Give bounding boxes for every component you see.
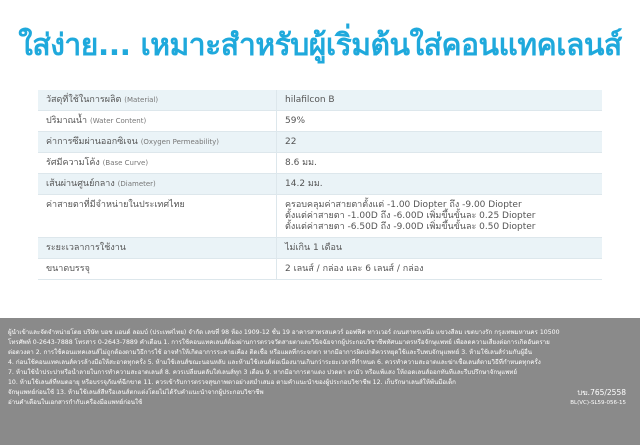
spec-label	[38, 174, 277, 195]
spec-value-line: 14.2 มม.	[285, 179, 323, 189]
disclaimer-footer	[0, 318, 640, 445]
spec-label-thai: ขนาดบรรจุ	[46, 264, 90, 274]
approval-number	[570, 388, 626, 408]
spec-label	[38, 238, 277, 259]
disclaimer-line: ต่อดวงตา 2. การใช้คอนแทคเลนส์ไม่ถูกต้องตามวิธีการใช้ อาจทำให้เกิดอาการระคายเคือง ติดเชื้อ หรือแผลที่กระจกตา หากมีอาการผิดปกติควรหยุดใช้และรีบพบจักษุแพทย์ 3. ห้ามใช้เลนส์ร่วมกับผู้อื่น	[8, 349, 532, 356]
spec-value	[277, 132, 603, 153]
spec-value	[277, 111, 603, 132]
spec-row	[38, 238, 602, 259]
spec-value	[277, 238, 603, 259]
spec-label-thai: ค่าสายตาที่มีจำหน่ายในประเทศไทย	[46, 200, 185, 210]
spec-label-thai: ระยะเวลาการใช้งาน	[46, 243, 126, 253]
spec-label	[38, 111, 277, 132]
spec-row	[38, 132, 602, 153]
disclaimer-line: ผู้นำเข้าและจัดจำหน่ายโดย บริษัท บอช แอนด์ ลอมบ์ (ประเทศไทย) จำกัด เลขที่ 98 ห้อง 1909-12 ชั้น 19 อาคารสาทรสแควร์ ออฟฟิศ ทาวเวอร์ ถนนสาทรเหนือ แขวงสีลม เขตบางรัก กรุงเทพมหานคร 10500	[8, 329, 560, 336]
spec-row	[38, 259, 602, 280]
spec-label-english: (Diameter)	[117, 180, 156, 188]
disclaimer-text	[8, 328, 628, 408]
spec-label-english: (Base Curve)	[102, 159, 149, 167]
spec-label	[38, 195, 277, 238]
disclaimer-line: 4. ก่อนใช้คอนแทคเลนส์ควรล้างมือให้สะอาดทุกครั้ง 5. ห้ามใช้เลนส์ขณะนอนหลับ และห้ามใช้เลนส์ต่อเนื่องนานเกินกว่าระยะเวลาที่กำหนด 6. ควรทำความสะอาดและฆ่าเชื้อเลนส์ตามวิธีที่กำหนดทุกครั้ง	[8, 359, 541, 366]
spec-value-line: ตั้งแต่ค่าสายตา -6.50D ถึง -9.00D เพิ่มขึ้นขั้นละ 0.50 Diopter	[285, 222, 536, 232]
spec-value-line: 2 เลนส์ / กล่อง และ 6 เลนส์ / กล่อง	[285, 264, 424, 274]
spec-value	[277, 90, 603, 111]
spec-label-thai: ค่าการซึมผ่านออกซิเจน	[46, 137, 138, 147]
spec-row	[38, 195, 602, 238]
disclaimer-line: อ่านคำเตือนในเอกสารกำกับเครื่องมือแพทย์ก่อนใช้	[8, 399, 143, 406]
spec-value	[277, 195, 603, 238]
page-headline: ใส่ง่าย... เหมาะสำหรับผู้เริ่มต้นใส่คอนแทคเลนส์	[18, 28, 622, 63]
spec-label-thai: รัศมีความโค้ง	[46, 158, 100, 168]
spec-row	[38, 90, 602, 111]
approval-no: บฆ.765/2558	[577, 388, 626, 397]
disclaimer-line: 10. ห้ามใช้เลนส์ที่หมดอายุ หรือบรรจุภัณฑ์ฉีกขาด 11. ควรเข้ารับการตรวจสุขภาพตาอย่างสม่ำเสมอ ตามคำแนะนำของผู้ประกอบวิชาชีพ 12. เก็บรักษาเลนส์ให้พ้นมือเด็ก	[8, 379, 456, 386]
spec-value-line: hilafilcon B	[285, 95, 335, 105]
approval-code: BL(VC)-SL59-056-15	[570, 400, 626, 406]
spec-value-line: ครอบคลุมค่าสายตาตั้งแต่ -1.00 Diopter ถึง -9.00 Diopter	[285, 200, 522, 210]
spec-value-line: 59%	[285, 116, 306, 126]
spec-label-english: (Material)	[124, 96, 159, 104]
spec-value-line: ตั้งแต่ค่าสายตา -1.00D ถึง -6.00D เพิ่มขึ้นขั้นละ 0.25 Diopter	[285, 211, 536, 221]
spec-row	[38, 153, 602, 174]
disclaimer-line: โทรศัพท์ 0-2643-7888 โทรสาร 0-2643-7889 คำเตือน 1. การใช้คอนแทคเลนส์ต้องผ่านการตรวจวัดสายตาและวินิจฉัยจากผู้ประกอบวิชาชีพทัศนมาตรหรือจักษุแพทย์ เพื่อลดความเสี่ยงต่อการเกิดอันตราย	[8, 339, 550, 346]
spec-label-thai: เส้นผ่านศูนย์กลาง	[46, 179, 115, 189]
spec-label	[38, 90, 277, 111]
spec-value-line: 8.6 มม.	[285, 158, 317, 168]
spec-value	[277, 174, 603, 195]
spec-label	[38, 153, 277, 174]
spec-row	[38, 111, 602, 132]
spec-value-line: ไม่เกิน 1 เดือน	[285, 243, 343, 253]
disclaimer-line: จักษุแพทย์ก่อนใช้ 13. ห้ามใช้เลนส์สีหรือเลนส์ตกแต่งโดยไม่ได้รับคำแนะนำจากผู้ประกอบวิชาชีพ	[8, 389, 264, 396]
spec-value	[277, 259, 603, 280]
disclaimer-line: 7. ห้ามใช้น้ำประปาหรือน้ำลายในการทำความสะอาดเลนส์ 8. ควรเปลี่ยนตลับใส่เลนส์ทุก 3 เดือน 9. หากมีอาการตาแดง ปวดตา ตามัว หรือแพ้แสง ให้ถอดเลนส์ออกทันทีและรีบปรึกษาจักษุแพทย์	[8, 369, 517, 376]
spec-label-english: (Water Content)	[89, 117, 147, 125]
spec-label	[38, 259, 277, 280]
spec-label-english: (Oxygen Permeability)	[140, 138, 219, 146]
spec-label-thai: วัสดุที่ใช้ในการผลิต	[46, 95, 122, 105]
spec-value-line: 22	[285, 137, 297, 147]
spec-table	[38, 90, 602, 280]
spec-value	[277, 153, 603, 174]
spec-label-thai: ปริมาณน้ำ	[46, 116, 88, 126]
spec-row	[38, 174, 602, 195]
spec-label	[38, 132, 277, 153]
